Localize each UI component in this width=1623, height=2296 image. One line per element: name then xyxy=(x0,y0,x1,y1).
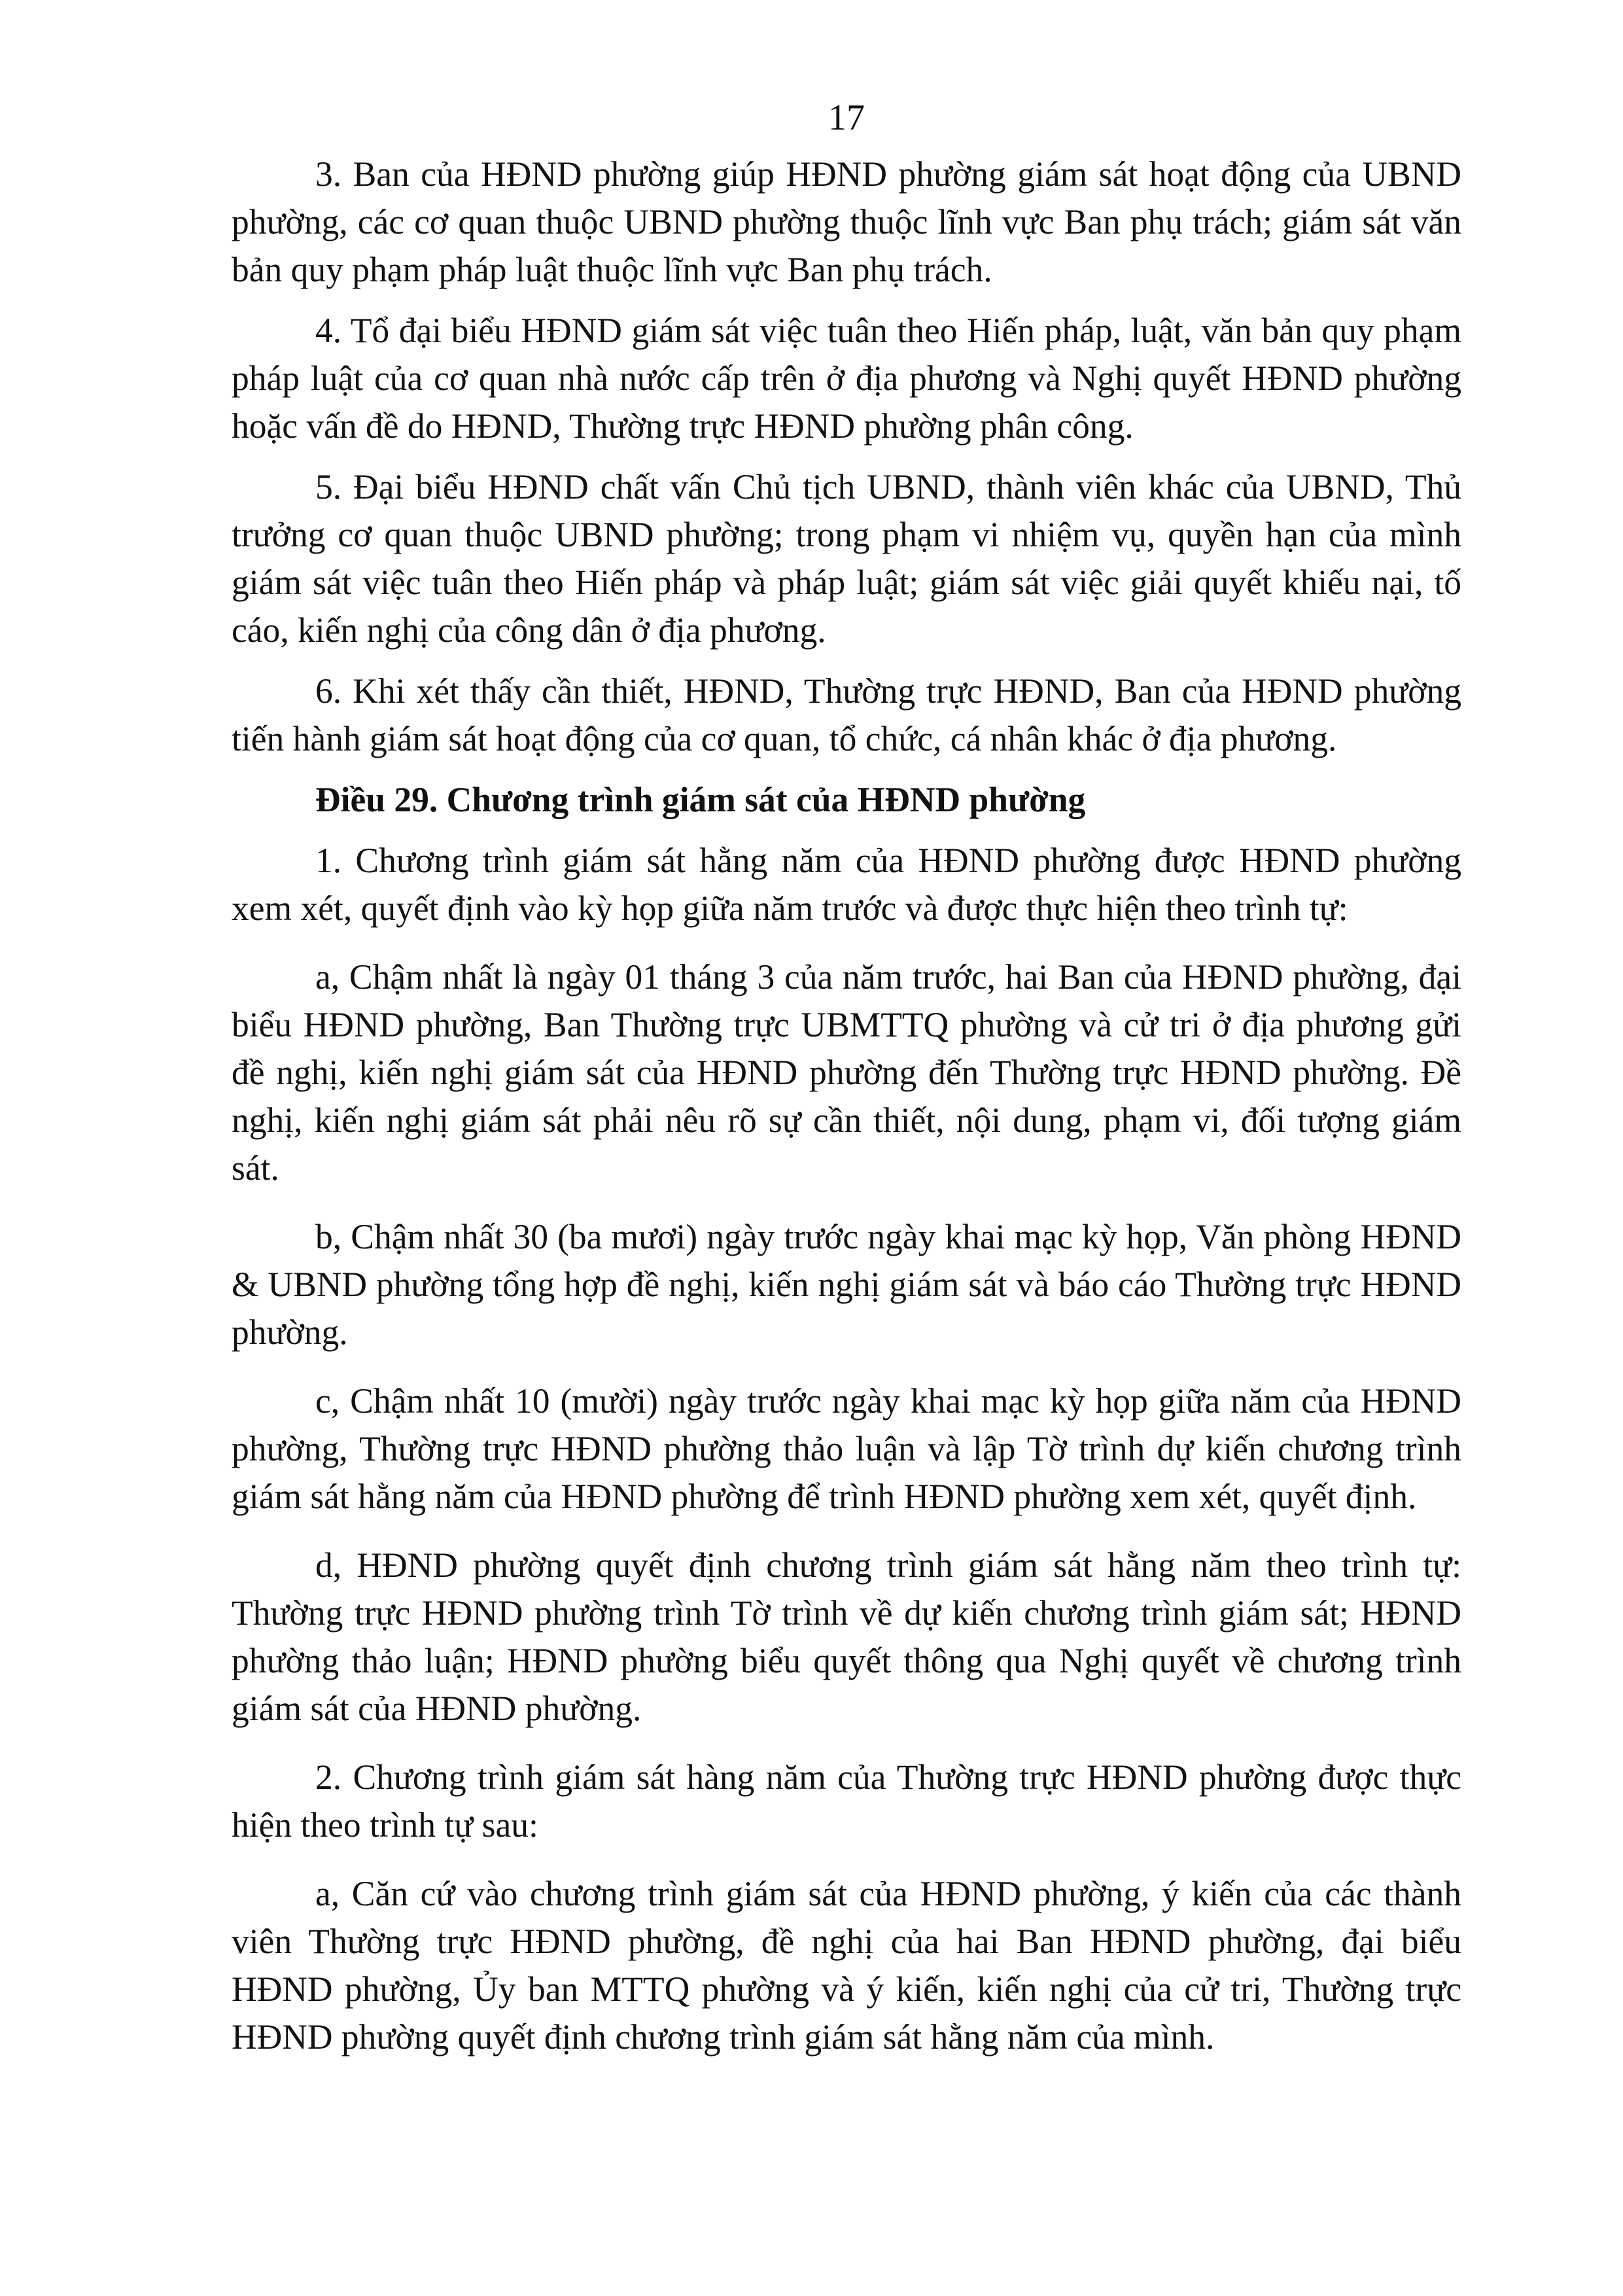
paragraph-clause-5: 5. Đại biểu HĐND chất vấn Chủ tịch UBND, thành viên khác của UBND, Thủ trưởng cơ quan thuộc UBND phường; trong phạm vi nhiệm vụ, quyền hạn của mình giám sát việc tuân theo Hiến pháp và pháp luật; giám sát việc giải quyết khiếu nại, tố cáo, kiến nghị của công dân ở địa phương. xyxy=(232,467,1461,650)
document-page xyxy=(232,92,1461,2251)
paragraph-item-a: a, Chậm nhất là ngày 01 tháng 3 của năm trước, hai Ban của HĐND phường, đại biểu HĐND phường, Ban Thường trực UBMTTQ phường và cử tri ở địa phương gửi đề nghị, kiến nghị giám sát của HĐND phường đến Thường trực HĐND phường. Đề nghị, kiến nghị giám sát phải nêu rõ sự cần thiết, nội dung, phạm vi, đối tượng giám sát. xyxy=(232,957,1461,1188)
paragraph-article-clause-1: 1. Chương trình giám sát hằng năm của HĐND phường được HĐND phường xem xét, quyết định vào kỳ họp giữa năm trước và được thực hiện theo trình tự: xyxy=(232,841,1461,928)
paragraph-clause-3: 3. Ban của HĐND phường giúp HĐND phường giám sát hoạt động của UBND phường, các cơ quan thuộc UBND phường thuộc lĩnh vực Ban phụ trách; giám sát văn bản quy phạm pháp luật thuộc lĩnh vực Ban phụ trách. xyxy=(232,154,1461,289)
paragraph-clause-2-item-a: a, Căn cứ vào chương trình giám sát của HĐND phường, ý kiến của các thành viên Thường trực HĐND phường, đề nghị của hai Ban HĐND phường, đại biểu HĐND phường, Ủy ban MTTQ phường và ý kiến, kiến nghị của cử tri, Thường trực HĐND phường quyết định chương trình giám sát hằng năm của mình. xyxy=(232,1874,1461,2057)
paragraph-clause-4: 4. Tổ đại biểu HĐND giám sát việc tuân theo Hiến pháp, luật, văn bản quy phạm pháp luật của cơ quan nhà nước cấp trên ở địa phương và Nghị quyết HĐND phường hoặc vấn đề do HĐND, Thường trực HĐND phường phân công. xyxy=(232,311,1461,446)
paragraph-item-b: b, Chậm nhất 30 (ba mươi) ngày trước ngày khai mạc kỳ họp, Văn phòng HĐND & UBND phường tổng hợp đề nghị, kiến nghị giám sát và báo cáo Thường trực HĐND phường. xyxy=(232,1217,1461,1352)
paragraph-item-c: c, Chậm nhất 10 (mười) ngày trước ngày khai mạc kỳ họp giữa năm của HĐND phường, Thường trực HĐND phường thảo luận và lập Tờ trình dự kiến chương trình giám sát hằng năm của HĐND phường để trình HĐND phường xem xét, quyết định. xyxy=(232,1381,1461,1516)
paragraph-item-d: d, HĐND phường quyết định chương trình giám sát hằng năm theo trình tự: Thường trực HĐND phường trình Tờ trình về dự kiến chương trình giám sát; HĐND phường thảo luận; HĐND phường biểu quyết thông qua Nghị quyết về chương trình giám sát của HĐND phường. xyxy=(232,1545,1461,1728)
article-29-heading: Điều 29. Chương trình giám sát của HĐND phường xyxy=(315,780,1086,819)
paragraph-article-clause-2: 2. Chương trình giám sát hàng năm của Thường trực HĐND phường được thực hiện theo trình tự sau: xyxy=(232,1757,1461,1845)
page-number: 17 xyxy=(828,97,865,138)
paragraph-clause-6: 6. Khi xét thấy cần thiết, HĐND, Thường trực HĐND, Ban của HĐND phường tiến hành giám sát hoạt động của cơ quan, tổ chức, cá nhân khác ở địa phương. xyxy=(232,671,1461,758)
